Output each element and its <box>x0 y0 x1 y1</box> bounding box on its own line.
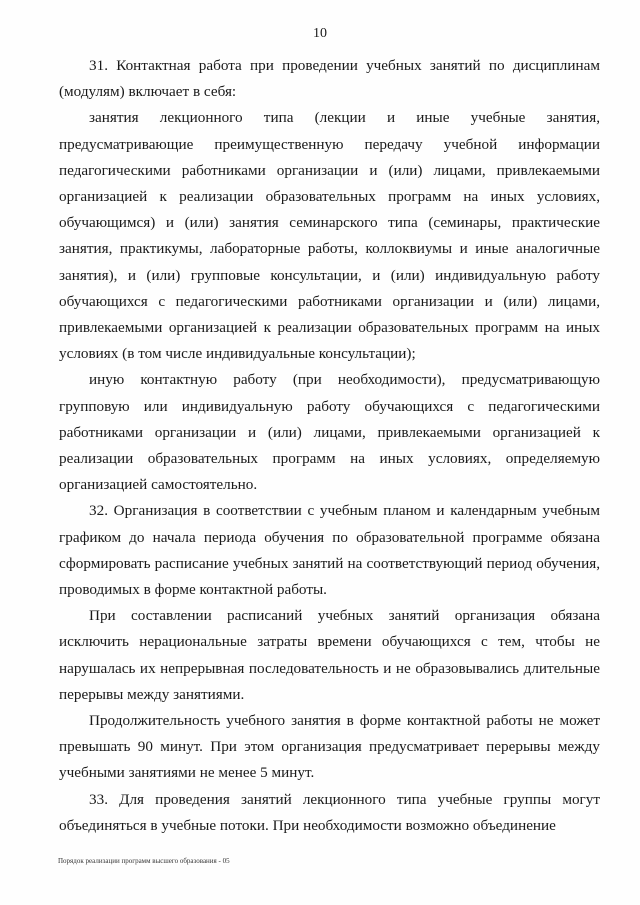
paragraph-schedule-rules: При составлении расписаний учебных занятий организация обязана исключить нерациональные затраты времени обучающихся с тем, чтобы не нарушалась их непрерывная последовательность и не образовывались длительные перерывы между занятиями. <box>59 607 600 703</box>
paragraph-other-contact-work: иную контактную работу (при необходимости), предусматривающую групповую или индивидуальную работу обучающихся с педагогическими работниками организации и (или) лицами, привлекаемыми организацией к реализации образовательных программ на иных условиях, определяемую организацией самостоятельно. <box>59 371 600 494</box>
paragraph-class-duration: Продолжительность учебного занятия в форме контактной работы не может превышать 90 минут. При этом организация предусматривает перерывы между учебными занятиями не менее 5 минут. <box>59 712 600 782</box>
page-number: 10 <box>313 26 327 41</box>
paragraph-lecture-classes: занятия лекционного типа (лекции и иные учебные занятия, предусматривающие преимущественную передачу учебной информации педагогическими работниками организации и (или) лицами, привлекаемыми организацией к реализации образовательных программ на иных условиях, обучающимся) и (или) занятия семинарского типа (семинары, практические занятия, практикумы, лабораторные работы, коллоквиумы и иные аналогичные занятия), и (или) групповые консультации, и (или) индивидуальную работу обучающихся с педагогическими работниками организации и (или) лицами, привлекаемыми организацией к реализации образовательных программ на иных условиях (в том числе индивидуальные консультации); <box>59 109 600 363</box>
document-body <box>59 53 600 839</box>
paragraph-32-schedule: 32. Организация в соответствии с учебным планом и календарным учебным графиком до начала периода обучения по образовательной программе обязана сформировать расписание учебных занятий на соответствующий период обучения, проводимых в форме контактной работы. <box>59 502 600 599</box>
paragraph-33-streams: 33. Для проведения занятий лекционного типа учебные группы могут объединяться в учебные потоки. При необходимости возможно объединение <box>59 790 600 834</box>
paragraph-31-intro: 31. Контактная работа при проведении учебных занятий по дисциплинам (модулям) включает в себя: <box>59 57 600 101</box>
footer-note: Порядок реализации программ высшего образования - 05 <box>58 857 230 865</box>
